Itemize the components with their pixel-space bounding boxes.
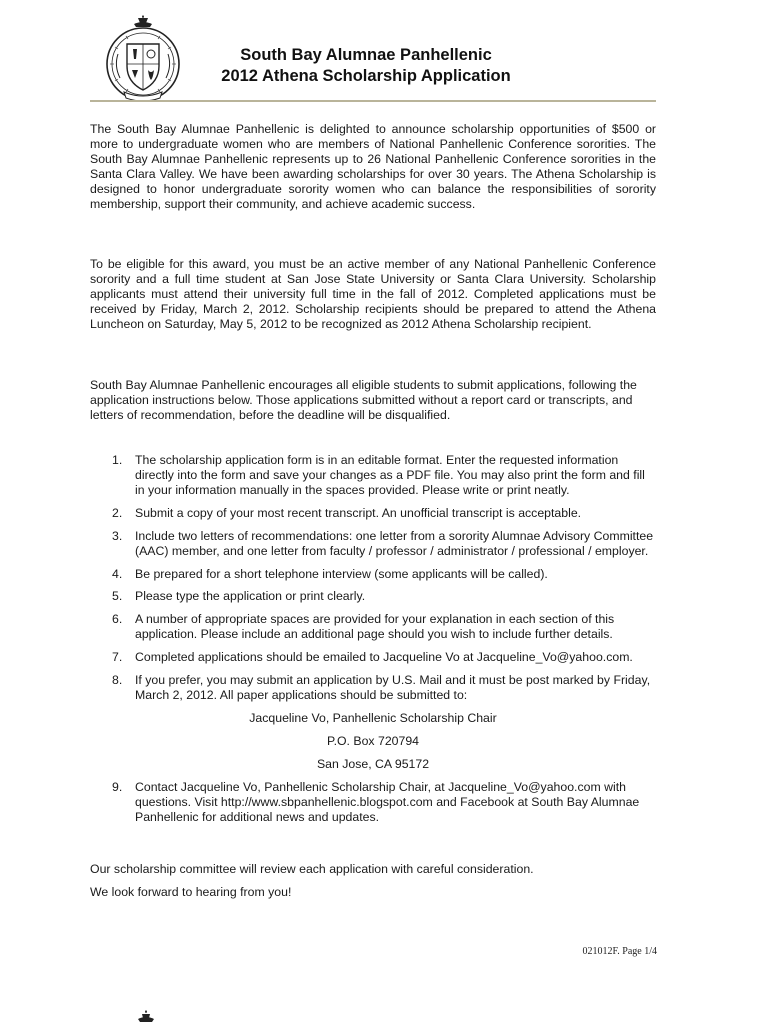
closing-line-1: Our scholarship committee will review each application with careful consideration.	[90, 862, 534, 876]
item-number: 7.	[112, 650, 123, 665]
item-number: 8.	[112, 672, 123, 687]
lamp-icon	[132, 1010, 160, 1024]
item-number: 2.	[112, 505, 123, 520]
document-title-line-2: 2012 Athena Scholarship Application	[221, 67, 511, 85]
list-item	[90, 589, 656, 604]
encourage-paragraph: South Bay Alumnae Panhellenic encourages all eligible students to submit applications, following the application instructions below. Those applications submitted without a report card or transcripts, and letters of recommendation, before the deadline will be disqualified.	[90, 378, 637, 423]
panhellenic-seal-icon	[100, 14, 186, 104]
list-item	[90, 780, 656, 825]
list-item	[90, 506, 656, 521]
item-text: Completed applications should be emailed to Jacqueline Vo at Jacqueline_Vo@yahoo.com.	[135, 650, 633, 665]
document-title-line-1: South Bay Alumnae Panhellenic	[240, 46, 492, 64]
list-item	[90, 453, 656, 498]
item-number: 4.	[112, 566, 123, 581]
item-number: 6.	[112, 612, 123, 627]
instructions-list	[90, 453, 656, 833]
item-number: 5.	[112, 589, 123, 604]
closing-line-2: We look forward to hearing from you!	[90, 885, 292, 899]
item-text: Please type the application or print clearly.	[135, 589, 366, 604]
list-item	[90, 612, 656, 642]
list-item	[90, 567, 656, 582]
intro-paragraph: The South Bay Alumnae Panhellenic is delighted to announce scholarship opportunities of $500 or more to undergraduate women who are members of National Panhellenic Conference sororities. The South Bay Alumnae Panhellenic represents up to 26 National Panhellenic Conference sororities in the Santa Clara Valley. We have been awarding scholarships for over 30 years. The Athena Scholarship is designed to honor undergraduate sorority women who can balance the responsibilities of sorority membership, support their community, and achieve academic success.	[90, 122, 656, 212]
list-item	[90, 673, 656, 772]
page-footer-code: 021012F. Page 1/4	[582, 946, 657, 957]
mailing-address-name: Jacqueline Vo, Panhellenic Scholarship Chair	[249, 711, 497, 726]
item-text: If you prefer, you may submit an application by U.S. Mail and it must be post marked by Friday, March 2, 2012. All paper applications should be submitted to:	[135, 672, 651, 702]
item-text: Submit a copy of your most recent transcript. An unofficial transcript is acceptable.	[135, 505, 582, 520]
item-text: The scholarship application form is in an editable format. Enter the requested information directly into the form and save your changes as a PDF file. You may also print the form and fill in your information manually in the spaces provided. Please write or print neatly.	[135, 453, 645, 498]
mailing-address-city: San Jose, CA 95172	[316, 757, 430, 772]
item-text: A number of appropriate spaces are provided for your explanation in each section of this application. Please include an additional page should you wish to include further details.	[135, 612, 615, 642]
item-text: Contact Jacqueline Vo, Panhellenic Scholarship Chair, at Jacqueline_Vo@yahoo.com with questions. Visit http://www.sbpanhellenic.blogspot.com and Facebook at South Bay Alumnae Panhellenic for additional news and updates.	[135, 780, 640, 825]
eligibility-paragraph: To be eligible for this award, you must be an active member of any National Panhellenic Conference sorority and a full time student at San Jose State University or Santa Clara University. Scholarship applicants must attend their university full time in the fall of 2012. Completed applications must be received by Friday, March 2, 2012. Scholarship recipients should be prepared to attend the Athena Luncheon on Saturday, May 5, 2012 to be recognized as 2012 Athena Scholarship recipient.	[90, 257, 656, 332]
item-number: 1.	[112, 453, 123, 467]
item-text: Be prepared for a short telephone interview (some applicants will be called).	[135, 566, 548, 581]
list-item	[90, 529, 656, 559]
mailing-address-pobox: P.O. Box 720794	[326, 734, 420, 749]
item-number: 9.	[112, 780, 123, 794]
item-number: 3.	[112, 528, 123, 543]
header-divider	[90, 100, 656, 102]
item-text: Include two letters of recommendations: one letter from a sorority Alumnae Advisory Committee (AAC) member, and one letter from faculty / professor / administrator / professional / employer.	[135, 528, 654, 558]
list-item	[90, 650, 656, 665]
